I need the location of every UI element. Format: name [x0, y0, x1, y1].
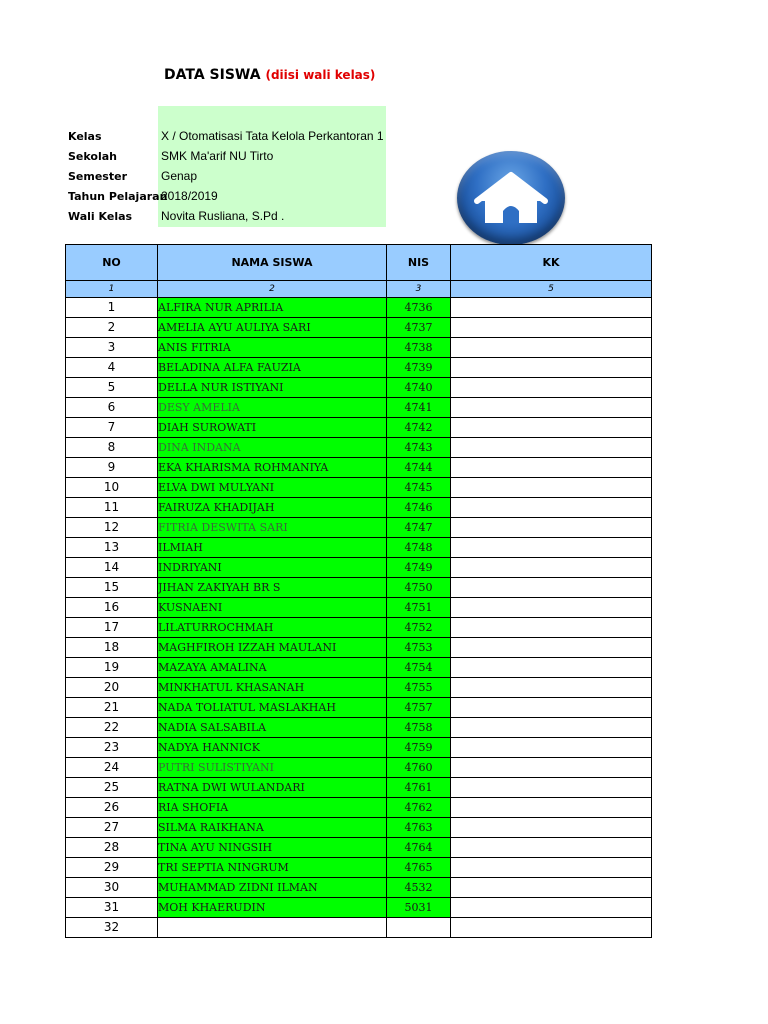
student-table: [65, 244, 652, 938]
row-kk[interactable]: [451, 458, 652, 478]
header-nis: NIS: [387, 245, 451, 281]
row-name[interactable]: FAIRUZA KHADIJAH: [158, 498, 387, 518]
row-no[interactable]: 2: [66, 318, 158, 338]
row-kk[interactable]: [451, 778, 652, 798]
row-no[interactable]: 5: [66, 378, 158, 398]
row-no[interactable]: 26: [66, 798, 158, 818]
table-row: [66, 658, 652, 678]
row-no[interactable]: 23: [66, 738, 158, 758]
row-no[interactable]: 25: [66, 778, 158, 798]
table-row: [66, 718, 652, 738]
table-row: [66, 758, 652, 778]
row-kk[interactable]: [451, 678, 652, 698]
home-icon: [457, 151, 565, 245]
row-nis[interactable]: 4744: [387, 458, 451, 478]
row-no[interactable]: 12: [66, 518, 158, 538]
row-kk[interactable]: [451, 438, 652, 458]
row-name[interactable]: DESY AMELIA: [158, 398, 387, 418]
row-kk[interactable]: [451, 418, 652, 438]
row-kk[interactable]: [451, 718, 652, 738]
row-kk[interactable]: [451, 858, 652, 878]
row-no[interactable]: 16: [66, 598, 158, 618]
row-kk[interactable]: [451, 578, 652, 598]
row-kk[interactable]: [451, 318, 652, 338]
row-kk[interactable]: [451, 838, 652, 858]
row-nis[interactable]: 4752: [387, 618, 451, 638]
row-nis[interactable]: 4753: [387, 638, 451, 658]
row-nis[interactable]: 4748: [387, 538, 451, 558]
row-kk[interactable]: [451, 698, 652, 718]
table-row: [66, 438, 652, 458]
row-name[interactable]: DINA INDANA: [158, 438, 387, 458]
row-no[interactable]: 7: [66, 418, 158, 438]
row-no[interactable]: 21: [66, 698, 158, 718]
row-name[interactable]: KUSNAENI: [158, 598, 387, 618]
info-row-semester: [0, 166, 400, 186]
row-no[interactable]: 28: [66, 838, 158, 858]
row-nis[interactable]: 4754: [387, 658, 451, 678]
row-kk[interactable]: [451, 298, 652, 318]
column-index-row: [66, 281, 652, 298]
row-nis[interactable]: 5031: [387, 898, 451, 918]
row-name[interactable]: EKA KHARISMA ROHMANIYA: [158, 458, 387, 478]
row-name[interactable]: LILATURROCHMAH: [158, 618, 387, 638]
row-name[interactable]: DELLA NUR ISTIYANI: [158, 378, 387, 398]
table-row: [66, 818, 652, 838]
row-name[interactable]: MINKHATUL KHASANAH: [158, 678, 387, 698]
row-name[interactable]: AMELIA AYU AULIYA SARI: [158, 318, 387, 338]
row-kk[interactable]: [451, 918, 652, 938]
row-name[interactable]: MUHAMMAD ZIDNI ILMAN: [158, 878, 387, 898]
row-kk[interactable]: [451, 798, 652, 818]
info-label: Kelas: [68, 130, 102, 143]
info-value[interactable]: X / Otomatisasi Tata Kelola Perkantoran 1: [161, 129, 384, 143]
row-nis[interactable]: [387, 918, 451, 938]
row-no[interactable]: 20: [66, 678, 158, 698]
row-kk[interactable]: [451, 538, 652, 558]
row-kk[interactable]: [451, 478, 652, 498]
info-label: Semester: [68, 170, 127, 183]
row-no[interactable]: 15: [66, 578, 158, 598]
table-row: [66, 798, 652, 818]
row-kk[interactable]: [451, 618, 652, 638]
info-value[interactable]: SMK Ma'arif NU Tirto: [161, 149, 274, 163]
row-nis[interactable]: 4747: [387, 518, 451, 538]
table-row: [66, 618, 652, 638]
row-nis[interactable]: 4741: [387, 398, 451, 418]
table-row: [66, 638, 652, 658]
row-nis[interactable]: 4740: [387, 378, 451, 398]
row-kk[interactable]: [451, 598, 652, 618]
row-name[interactable]: DIAH SUROWATI: [158, 418, 387, 438]
table-row: [66, 598, 652, 618]
info-value[interactable]: Novita Rusliana, S.Pd .: [161, 209, 285, 223]
row-nis[interactable]: 4757: [387, 698, 451, 718]
table-row: [66, 558, 652, 578]
row-kk[interactable]: [451, 378, 652, 398]
table-row: [66, 418, 652, 438]
row-name[interactable]: PUTRI SULISTIYANI: [158, 758, 387, 778]
row-name[interactable]: ELVA DWI MULYANI: [158, 478, 387, 498]
row-nis[interactable]: 4755: [387, 678, 451, 698]
row-nis[interactable]: 4742: [387, 418, 451, 438]
row-name[interactable]: TRI SEPTIA NINGRUM: [158, 858, 387, 878]
home-button[interactable]: [457, 151, 565, 245]
table-row: [66, 918, 652, 938]
info-row-kelas: [0, 126, 400, 146]
row-name[interactable]: MAZAYA AMALINA: [158, 658, 387, 678]
row-name[interactable]: MOH KHAERUDIN: [158, 898, 387, 918]
row-name[interactable]: NADA TOLIATUL MASLAKHAH: [158, 698, 387, 718]
row-kk[interactable]: [451, 738, 652, 758]
table-row: [66, 358, 652, 378]
row-no[interactable]: 27: [66, 818, 158, 838]
row-nis[interactable]: 4736: [387, 298, 451, 318]
row-nis[interactable]: 4765: [387, 858, 451, 878]
info-row-sekolah: [0, 146, 400, 166]
column-index: 3: [387, 281, 451, 298]
row-no[interactable]: 3: [66, 338, 158, 358]
row-nis[interactable]: 4746: [387, 498, 451, 518]
table-row: [66, 338, 652, 358]
row-no[interactable]: 6: [66, 398, 158, 418]
table-row: [66, 878, 652, 898]
row-no[interactable]: 19: [66, 658, 158, 678]
row-name[interactable]: ANIS FITRIA: [158, 338, 387, 358]
column-index: 5: [451, 281, 652, 298]
header-no: NO: [66, 245, 158, 281]
table-row: [66, 738, 652, 758]
column-index: 1: [66, 281, 158, 298]
row-no[interactable]: 32: [66, 918, 158, 938]
row-kk[interactable]: [451, 498, 652, 518]
row-kk[interactable]: [451, 358, 652, 378]
table-row: [66, 478, 652, 498]
table-row: [66, 778, 652, 798]
header-nama-siswa: NAMA SISWA: [158, 245, 387, 281]
row-nis[interactable]: 4763: [387, 818, 451, 838]
row-name[interactable]: FITRIA DESWITA SARI: [158, 518, 387, 538]
row-kk[interactable]: [451, 638, 652, 658]
row-no[interactable]: 10: [66, 478, 158, 498]
title-note: (diisi wali kelas): [265, 68, 376, 82]
row-no[interactable]: 8: [66, 438, 158, 458]
row-kk[interactable]: [451, 818, 652, 838]
table-row: [66, 518, 652, 538]
info-row-wali-kelas: [0, 206, 400, 226]
table-row: [66, 698, 652, 718]
row-no[interactable]: 22: [66, 718, 158, 738]
row-name[interactable]: RATNA DWI WULANDARI: [158, 778, 387, 798]
row-kk[interactable]: [451, 518, 652, 538]
table-row: [66, 858, 652, 878]
row-kk[interactable]: [451, 398, 652, 418]
row-no[interactable]: 13: [66, 538, 158, 558]
table-header-row: [66, 245, 652, 281]
info-label: Tahun Pelajaran: [68, 190, 168, 203]
row-no[interactable]: 30: [66, 878, 158, 898]
info-label: Sekolah: [68, 150, 117, 163]
table-row: [66, 578, 652, 598]
row-no[interactable]: 17: [66, 618, 158, 638]
info-label: Wali Kelas: [68, 210, 133, 223]
row-kk[interactable]: [451, 338, 652, 358]
row-name[interactable]: ALFIRA NUR APRILIA: [158, 298, 387, 318]
row-nis[interactable]: 4758: [387, 718, 451, 738]
row-nis[interactable]: 4737: [387, 318, 451, 338]
table-row: [66, 398, 652, 418]
row-kk[interactable]: [451, 758, 652, 778]
row-name[interactable]: BELADINA ALFA FAUZIA: [158, 358, 387, 378]
row-kk[interactable]: [451, 878, 652, 898]
page-title: [164, 67, 375, 83]
row-no[interactable]: 9: [66, 458, 158, 478]
row-kk[interactable]: [451, 658, 652, 678]
info-value[interactable]: Genap: [161, 169, 198, 183]
row-kk[interactable]: [451, 898, 652, 918]
row-name[interactable]: INDRIYANI: [158, 558, 387, 578]
row-name[interactable]: SILMA RAIKHANA: [158, 818, 387, 838]
row-no[interactable]: 24: [66, 758, 158, 778]
row-name[interactable]: [158, 918, 387, 938]
row-nis[interactable]: 4739: [387, 358, 451, 378]
row-no[interactable]: 31: [66, 898, 158, 918]
row-no[interactable]: 11: [66, 498, 158, 518]
row-nis[interactable]: 4743: [387, 438, 451, 458]
table-row: [66, 458, 652, 478]
info-value[interactable]: 2018/2019: [161, 189, 218, 203]
info-row-tahun-pelajaran: [0, 186, 400, 206]
table-row: [66, 898, 652, 918]
row-nis[interactable]: 4745: [387, 478, 451, 498]
row-nis[interactable]: 4751: [387, 598, 451, 618]
row-nis[interactable]: 4759: [387, 738, 451, 758]
row-no[interactable]: 18: [66, 638, 158, 658]
row-name[interactable]: NADIA SALSABILA: [158, 718, 387, 738]
row-name[interactable]: NADYA HANNICK: [158, 738, 387, 758]
row-no[interactable]: 1: [66, 298, 158, 318]
row-no[interactable]: 14: [66, 558, 158, 578]
table-row: [66, 318, 652, 338]
row-no[interactable]: 29: [66, 858, 158, 878]
row-nis[interactable]: 4749: [387, 558, 451, 578]
header-kk: KK: [451, 245, 652, 281]
title-main: DATA SISWA: [164, 67, 261, 83]
table-row: [66, 838, 652, 858]
row-kk[interactable]: [451, 558, 652, 578]
row-nis[interactable]: 4750: [387, 578, 451, 598]
table-row: [66, 678, 652, 698]
table-row: [66, 538, 652, 558]
row-no[interactable]: 4: [66, 358, 158, 378]
row-nis[interactable]: 4760: [387, 758, 451, 778]
row-nis[interactable]: 4532: [387, 878, 451, 898]
row-name[interactable]: TINA AYU NINGSIH: [158, 838, 387, 858]
table-row: [66, 498, 652, 518]
row-nis[interactable]: 4738: [387, 338, 451, 358]
row-nis[interactable]: 4764: [387, 838, 451, 858]
row-name[interactable]: JIHAN ZAKIYAH BR S: [158, 578, 387, 598]
row-name[interactable]: RIA SHOFIA: [158, 798, 387, 818]
row-nis[interactable]: 4762: [387, 798, 451, 818]
column-index: 2: [158, 281, 387, 298]
row-nis[interactable]: 4761: [387, 778, 451, 798]
row-name[interactable]: MAGHFIROH IZZAH MAULANI: [158, 638, 387, 658]
table-row: [66, 378, 652, 398]
row-name[interactable]: ILMIAH: [158, 538, 387, 558]
table-row: [66, 298, 652, 318]
